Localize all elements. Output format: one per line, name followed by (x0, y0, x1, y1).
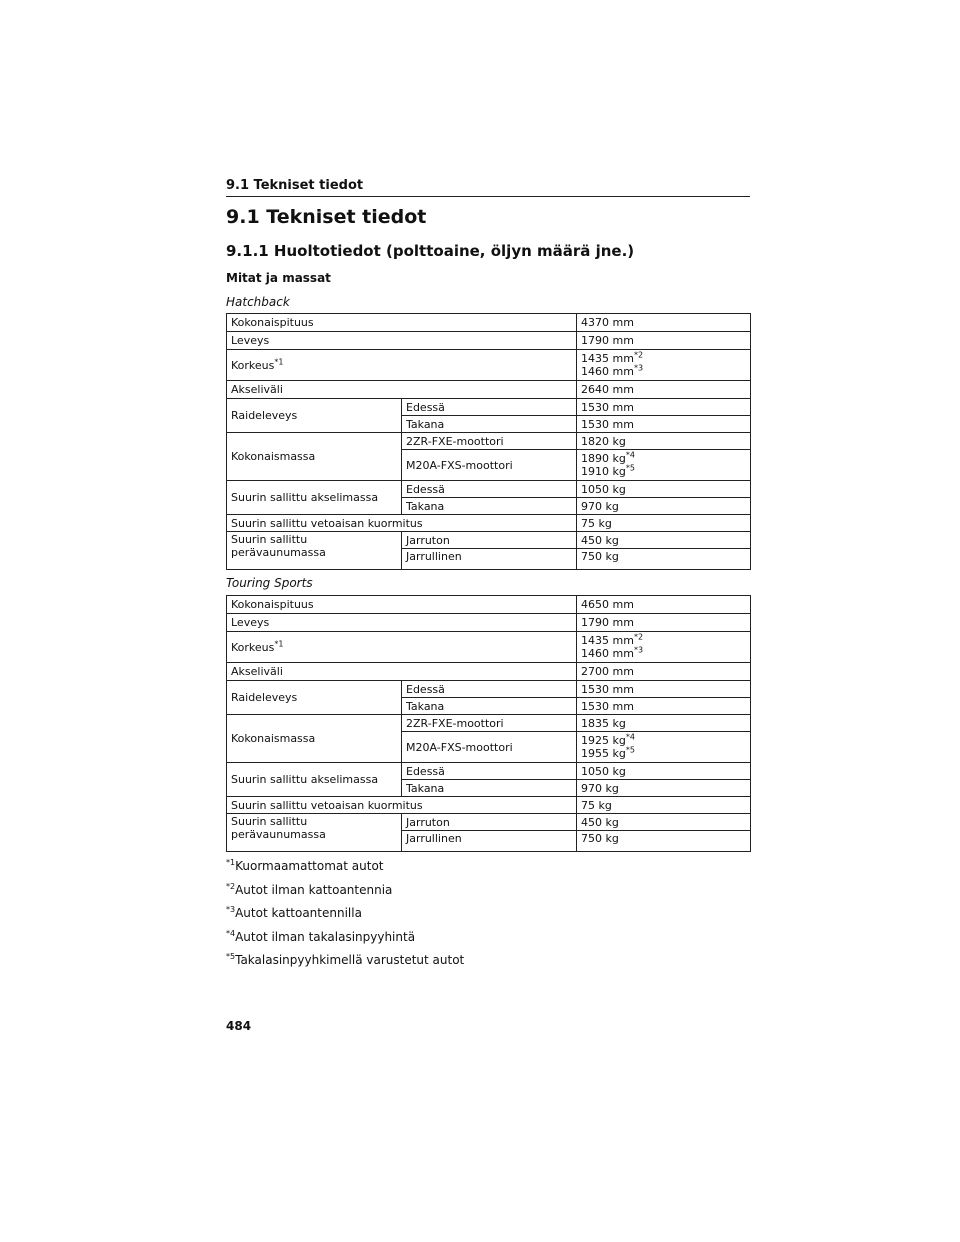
row-value: 1435 $mm^{*2}$ 1460 $mm^{*3}$ (577, 350, 751, 381)
row-label: Korkeus$^{*1}$ (227, 632, 577, 663)
row-value: 1790 mm (577, 614, 751, 632)
table-row (227, 632, 751, 663)
row-label: Kokonaismassa (227, 715, 402, 763)
table-row (227, 532, 751, 549)
row-sublabel: Takana (402, 698, 577, 715)
table-row (227, 614, 751, 632)
footnotes (226, 857, 464, 975)
footnote: $^{*1}$Kuormaamattomat autot (226, 858, 384, 873)
row-label: Suurin sallittu vetoaisan kuormitus (227, 797, 577, 814)
row-label: Akseliväli (227, 381, 577, 399)
table-row (227, 481, 751, 498)
row-value: 1530 mm (577, 399, 751, 416)
row-label: Leveys (227, 332, 577, 350)
row-value: 1050 kg (577, 481, 751, 498)
spec-table-touring-sports (226, 595, 751, 852)
row-sublabel: Takana (402, 416, 577, 433)
running-header: 9.1 Tekniset tiedot (226, 178, 750, 197)
table-row (227, 350, 751, 381)
row-value: 750 kg (577, 831, 751, 852)
table-row (227, 715, 751, 732)
page-number: 484 (226, 1019, 252, 1033)
table-row (227, 515, 751, 532)
row-label: Suurin sallittu vetoaisan kuormitus (227, 515, 577, 532)
row-label: Suurin sallittu akselimassa (227, 763, 402, 797)
row-value: 75 kg (577, 515, 751, 532)
row-sublabel: Edessä (402, 681, 577, 698)
variant-label-hatchback: Hatchback (226, 295, 290, 309)
row-label: Akseliväli (227, 663, 577, 681)
row-value: 1835 kg (577, 715, 751, 732)
table-row (227, 797, 751, 814)
table-row (227, 332, 751, 350)
row-sublabel: 2ZR-FXE-moottori (402, 715, 577, 732)
row-label: Raideleveys (227, 399, 402, 433)
row-label: Leveys (227, 614, 577, 632)
spec-table-hatchback (226, 313, 751, 570)
row-value: 970 kg (577, 498, 751, 515)
row-value: 1050 kg (577, 763, 751, 780)
row-sublabel: Edessä (402, 481, 577, 498)
variant-label-touring-sports: Touring Sports (226, 576, 313, 590)
row-value: 450 kg (577, 814, 751, 831)
row-value: 2640 mm (577, 381, 751, 399)
row-label: Suurin sallittu akselimassa (227, 481, 402, 515)
table-row (227, 381, 751, 399)
table-row (227, 433, 751, 450)
table-row (227, 399, 751, 416)
row-sublabel: Jarruton (402, 814, 577, 831)
row-value: 1530 mm (577, 416, 751, 433)
row-label: Kokonaismassa (227, 433, 402, 481)
row-label: Kokonaispituus (227, 314, 577, 332)
row-sublabel: Jarrullinen (402, 831, 577, 852)
footnote: $^{*4}$Autot ilman takalasinpyyhintä (226, 928, 416, 944)
row-value: 1890 $kg^{*4}$ 1910 $kg^{*5}$ (577, 450, 751, 481)
table-row (227, 596, 751, 614)
row-value: 1435 $mm^{*2}$ 1460 $mm^{*3}$ (577, 632, 751, 663)
row-label: Raideleveys (227, 681, 402, 715)
row-value: 75 kg (577, 797, 751, 814)
footnote: $^{*3}$Autot kattoantennilla (226, 905, 362, 920)
row-sublabel: Takana (402, 780, 577, 797)
row-sublabel: Edessä (402, 763, 577, 780)
subsection-title: 9.1.1 Huoltotiedot (polttoaine, öljyn määrä jne.) (226, 242, 635, 260)
row-label: Suurin sallittu perävaunumassa (227, 814, 402, 852)
row-sublabel: 2ZR-FXE-moottori (402, 433, 577, 450)
dimensions-heading: Mitat ja massat (226, 271, 331, 285)
row-value: 1820 kg (577, 433, 751, 450)
row-sublabel: Jarruton (402, 532, 577, 549)
row-sublabel: M20A-FXS-moottori (402, 450, 577, 481)
row-value: 1790 mm (577, 332, 751, 350)
footnote: $^{*5}$Takalasinpyyhkimellä varustetut autot (226, 952, 465, 967)
row-value: 4650 mm (577, 596, 751, 614)
row-sublabel: Jarrullinen (402, 549, 577, 570)
row-value: 750 kg (577, 549, 751, 570)
row-value: 1530 mm (577, 698, 751, 715)
table-row (227, 681, 751, 698)
table-row (227, 814, 751, 831)
row-value: 1925 $kg^{*4}$ 1955 $kg^{*5}$ (577, 732, 751, 763)
row-value: 970 kg (577, 780, 751, 797)
footnote: $^{*2}$Autot ilman kattoantennia (226, 881, 393, 897)
row-value: 2700 mm (577, 663, 751, 681)
row-value: 4370 mm (577, 314, 751, 332)
table-row (227, 314, 751, 332)
row-value: 450 kg (577, 532, 751, 549)
table-row (227, 663, 751, 681)
row-sublabel: Takana (402, 498, 577, 515)
row-sublabel: M20A-FXS-moottori (402, 732, 577, 763)
row-value: 1530 mm (577, 681, 751, 698)
row-label: Suurin sallittu perävaunumassa (227, 532, 402, 570)
row-label: Korkeus$^{*1}$ (227, 350, 577, 381)
section-title: 9.1 Tekniset tiedot (226, 206, 427, 228)
row-label: Kokonaispituus (227, 596, 577, 614)
row-sublabel: Edessä (402, 399, 577, 416)
table-row (227, 763, 751, 780)
